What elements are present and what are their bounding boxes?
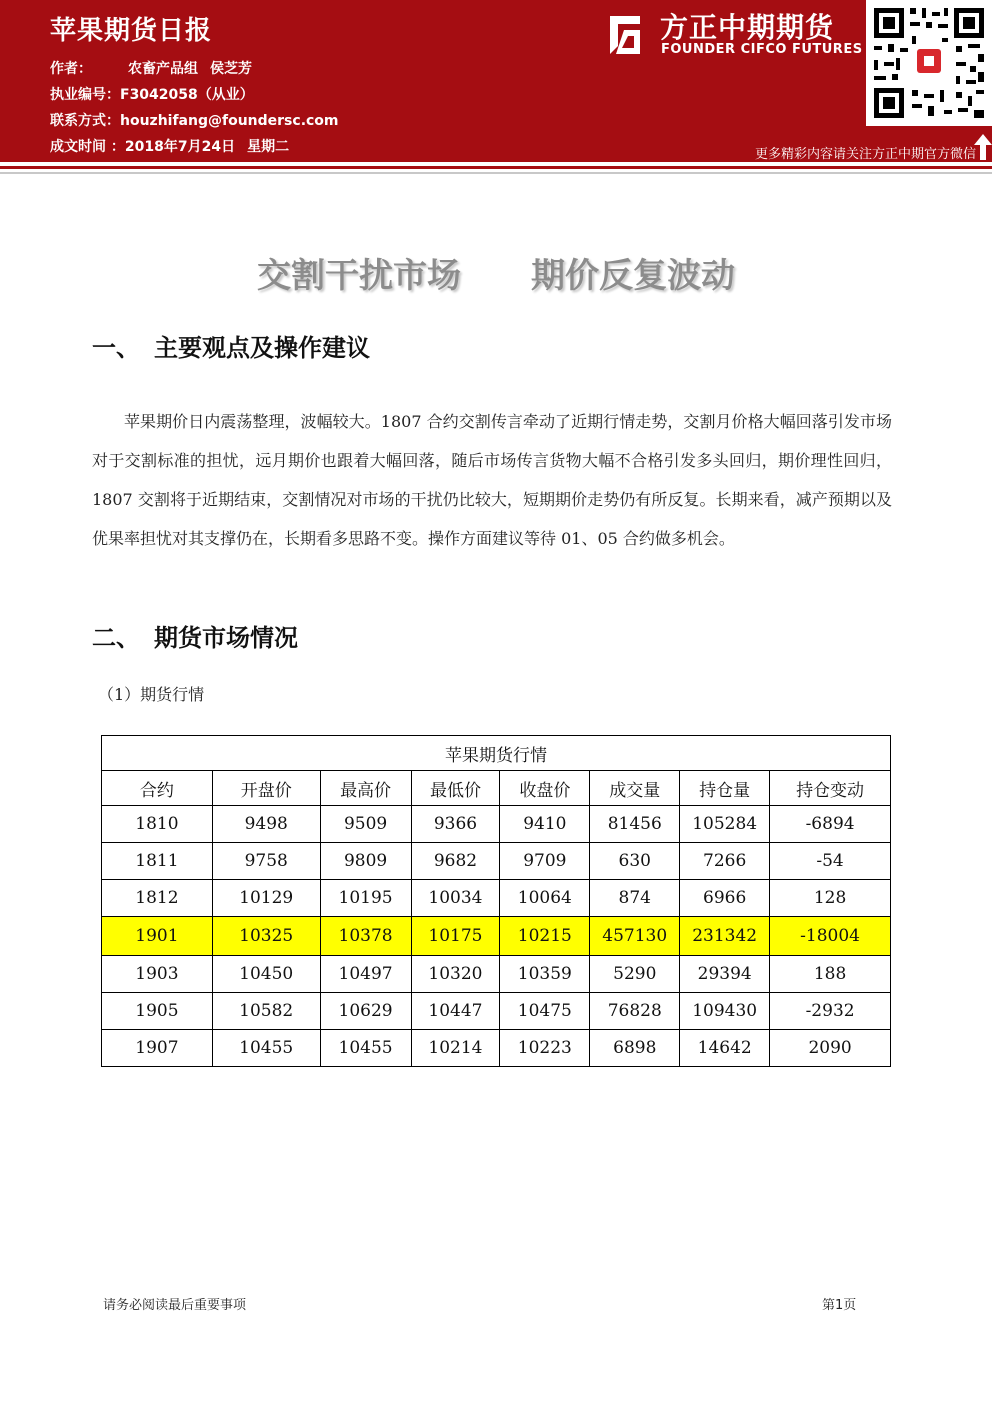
contact-label: 联系方式： (50, 113, 120, 129)
table-cell: 1811 (102, 843, 213, 880)
table-row (102, 880, 891, 917)
author-label: 作者： (50, 61, 92, 77)
table-cell: 7266 (680, 843, 770, 880)
table-cell: 109430 (680, 993, 770, 1030)
table-cell: -6894 (770, 806, 891, 843)
table-cell: -18004 (770, 917, 891, 956)
table-cell: 76828 (590, 993, 680, 1030)
table-cell: 10325 (212, 917, 320, 956)
table-cell: 10320 (411, 956, 500, 993)
license-value: F3042058（从业） (120, 87, 254, 103)
column-header: 开盘价 (212, 771, 320, 806)
table-cell: 10582 (212, 993, 320, 1030)
column-header: 收盘价 (500, 771, 590, 806)
table-cell: 1907 (102, 1030, 213, 1067)
date-value: 2018年7月24日 (124, 139, 236, 155)
table-cell: 9410 (500, 806, 590, 843)
section-title: 期货市场情况 (154, 624, 298, 652)
table-cell: 10629 (320, 993, 411, 1030)
table-cell: 457130 (590, 917, 680, 956)
table-cell: -54 (770, 843, 891, 880)
table-cell: 6898 (590, 1030, 680, 1067)
table-row (102, 917, 891, 956)
date-line (50, 136, 289, 156)
futures-quote-table (101, 735, 891, 1067)
weekday: 星期二 (247, 139, 290, 155)
brand-name-cn: 方正中期期货 (660, 11, 835, 44)
table-cell: 9682 (411, 843, 500, 880)
table-cell: 9366 (411, 806, 500, 843)
table-cell: 6966 (680, 880, 770, 917)
table-cell: 1903 (102, 956, 213, 993)
report-header-banner (0, 0, 992, 162)
column-header: 持仓变动 (770, 771, 891, 806)
author-line (50, 58, 252, 78)
page-title (0, 248, 992, 297)
table-cell: 10034 (411, 880, 500, 917)
table-cell: 10064 (500, 880, 590, 917)
table-cell: 630 (590, 843, 680, 880)
table-cell: 1812 (102, 880, 213, 917)
subheading-futures-quotes: （1）期货行情 (98, 685, 205, 704)
header-rule-shadow (0, 172, 992, 174)
table-row (102, 1030, 891, 1067)
table-cell: 10455 (212, 1030, 320, 1067)
table-row (102, 993, 891, 1030)
views-paragraph: 苹果期价日内震荡整理，波幅较大。1807 合约交割传言牵动了近期行情走势，交割月价格大幅回落引发市场对于交割标准的担忧，远月期价也跟着大幅回落，随后市场传言货物大幅不合格引发多头回归，期价理性回归，1807 交割将于近期结束，交割情况对市场的干扰仍比较大，短期期价走势仍有所反复。长期来看，减产预期以及优果率担忧对其支撑仍在，长期看多思路不变。操作方面建议等待 01、05 合约做多机会。 (92, 412, 892, 548)
title-part-1: 交割干扰市场 (257, 256, 461, 296)
table-cell: 10455 (320, 1030, 411, 1067)
table-cell: 2090 (770, 1030, 891, 1067)
section-title: 主要观点及操作建议 (154, 334, 370, 362)
table-cell: -2932 (770, 993, 891, 1030)
table-cell: 10223 (500, 1030, 590, 1067)
table-cell: 1901 (102, 917, 213, 956)
table-row (102, 843, 891, 880)
table-cell: 231342 (680, 917, 770, 956)
table-cell: 10175 (411, 917, 500, 956)
header-rule (0, 166, 992, 169)
contact-line (50, 110, 339, 130)
arrow-up-icon (974, 134, 992, 160)
table-cell: 9498 (212, 806, 320, 843)
table-cell: 1810 (102, 806, 213, 843)
footer-notice: 请务必阅读最后重要事项 (103, 1298, 247, 1313)
table-cell: 10215 (500, 917, 590, 956)
table-caption: 苹果期货行情 (102, 736, 891, 771)
table-header-row (102, 771, 891, 806)
column-header: 成交量 (590, 771, 680, 806)
table-cell: 10475 (500, 993, 590, 1030)
table-cell: 10378 (320, 917, 411, 956)
table-cell: 81456 (590, 806, 680, 843)
brand-name-en: FOUNDER CIFCO FUTURES (661, 42, 863, 57)
table-cell: 10497 (320, 956, 411, 993)
table-cell: 10447 (411, 993, 500, 1030)
section-heading-market (92, 618, 298, 653)
follow-wechat-text: 更多精彩内容请关注方正中期官方微信 (754, 147, 976, 162)
report-title: 苹果期货日报 (50, 16, 213, 46)
section-number: 二、 (92, 624, 140, 652)
table-cell: 128 (770, 880, 891, 917)
table-cell: 874 (590, 880, 680, 917)
table-cell: 9758 (212, 843, 320, 880)
column-header: 合约 (102, 771, 213, 806)
qr-code-icon[interactable] (866, 0, 992, 126)
founder-logo-icon (604, 12, 646, 54)
table-cell: 14642 (680, 1030, 770, 1067)
column-header: 持仓量 (680, 771, 770, 806)
date-label: 成文时间 ： (50, 139, 125, 155)
title-part-2: 期价反复波动 (531, 256, 735, 296)
table-row (102, 956, 891, 993)
table-cell: 188 (770, 956, 891, 993)
table-row (102, 806, 891, 843)
table-cell: 9809 (320, 843, 411, 880)
table-cell: 105284 (680, 806, 770, 843)
section-heading-views (92, 328, 370, 363)
license-line (50, 84, 254, 104)
table-cell: 9709 (500, 843, 590, 880)
table-cell: 1905 (102, 993, 213, 1030)
page-number: 第1页 (822, 1298, 857, 1313)
table-cell: 10359 (500, 956, 590, 993)
table-cell: 10129 (212, 880, 320, 917)
table-cell: 10195 (320, 880, 411, 917)
section-number: 一、 (92, 334, 140, 362)
table-cell: 9509 (320, 806, 411, 843)
table-cell: 10450 (212, 956, 320, 993)
author-group: 农畜产品组 (128, 61, 198, 77)
column-header: 最高价 (320, 771, 411, 806)
contact-email[interactable]: houzhifang@foundersc.com (120, 113, 339, 129)
author-name: 侯芝芳 (210, 61, 252, 77)
table-cell: 29394 (680, 956, 770, 993)
table-cell: 10214 (411, 1030, 500, 1067)
column-header: 最低价 (411, 771, 500, 806)
table-cell: 5290 (590, 956, 680, 993)
license-label: 执业编号： (50, 87, 120, 103)
